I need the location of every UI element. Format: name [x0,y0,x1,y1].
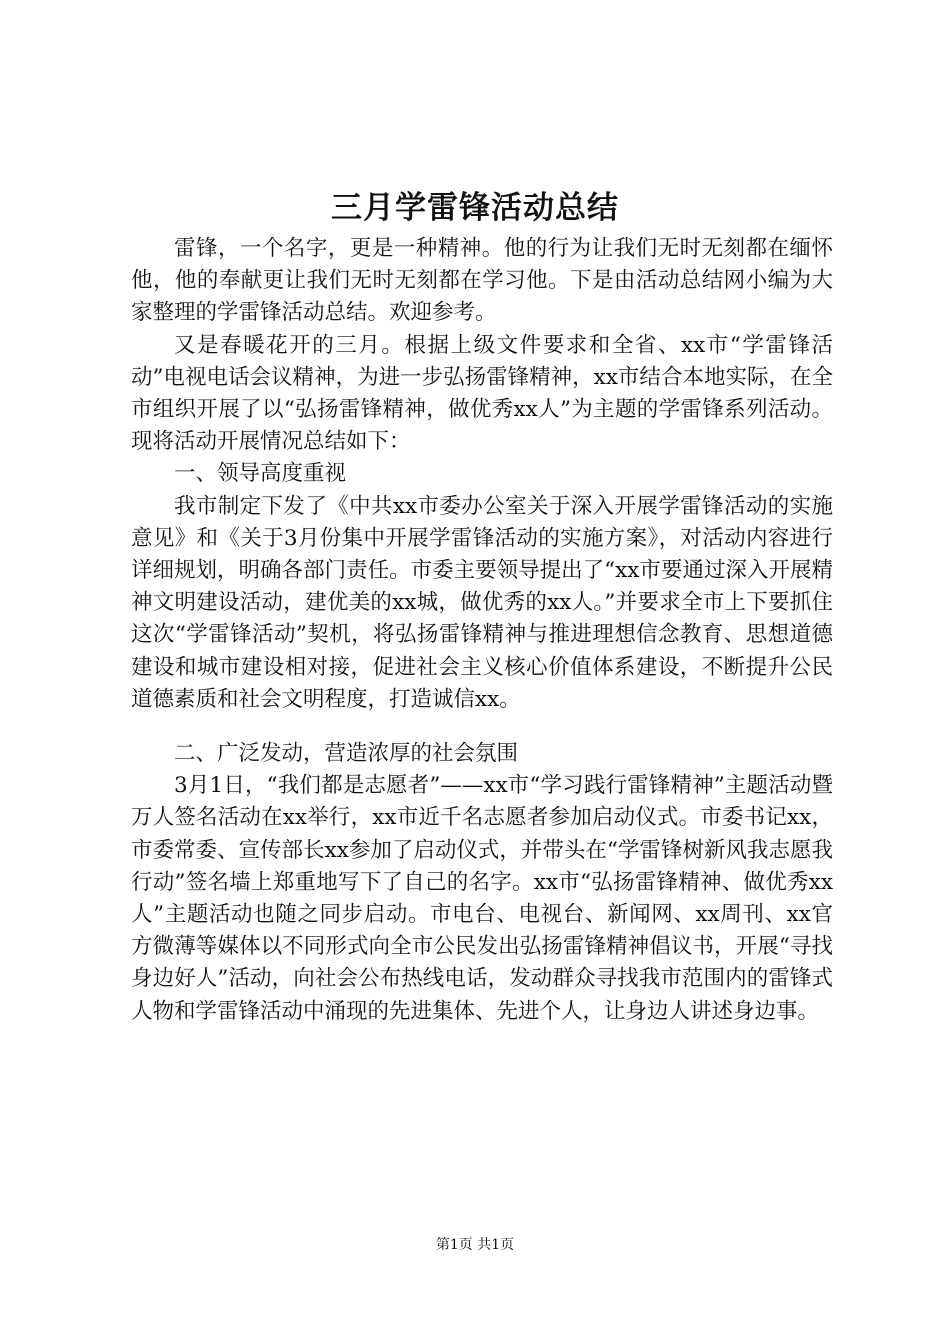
document-title: 三月学雷锋活动总结 [331,190,619,226]
document-body [131,233,833,1028]
section-heading-1: 一、领导高度重视 [174,461,347,487]
overview-paragraph: 又是春暖花开的三月。根据上级文件要求和全省、xx市“学雷锋活动”电视电话会议精神，为进一步弘扬雷锋精神，xx市结合本地实际，在全市组织开展了以“弘扬雷锋精神，做优秀xx人”为主题的学雷锋系列活动。现将活动开展情况总结如下： [131,332,833,455]
section-2-paragraph: 3月1日，“我们都是志愿者”——xx市“学习践行雷锋精神”主题活动暨万人签名活动在xx举行，xx市近千名志愿者参加启动仪式。市委书记xx，市委常委、宣传部长xx参加了启动仪式，并带头在“学雷锋树新风我志愿我行动”签名墙上郑重地写下了自己的名字。xx市“弘扬雷锋精神、做优秀xx人”主题活动也随之同步启动。市电台、电视台、新闻网、xx周刊、xx官方微薄等媒体以不同形式向全市公民发出弘扬雷锋精神倡议书，开展“寻找身边好人”活动，向社会公布热线电话，发动群众寻找我市范围内的雷锋式人物和学雷锋活动中涌现的先进集体、先进个人，让身边人讲述身边事。 [131,773,833,1024]
intro-paragraph: 雷锋，一个名字，更是一种精神。他的行为让我们无时无刻都在缅怀他，他的奉献更让我们无时无刻都在学习他。下是由活动总结网小编为大家整理的学雷锋活动总结。欢迎参考。 [131,236,833,326]
section-1-paragraph: 我市制定下发了《中共xx市委办公室关于深入开展学雷锋活动的实施意见》和《关于3月份集中开展学雷锋活动的实施方案》，对活动内容进行详细规划，明确各部门责任。市委主要领导提出了“xx市要通过深入开展精神文明建设活动，建优美的xx城，做优秀的xx人。”并要求全市上下要抓住这次“学雷锋活动”契机，将弘扬雷锋精神与推进理想信念教育、思想道德建设和城市建设相对接，促进社会主义核心价值体系建设，不断提升公民道德素质和社会文明程度，打造诚信xx。 [131,493,833,712]
section-heading-2: 二、广泛发动，营造浓厚的社会氛围 [174,741,519,767]
page-footer: 第1页 共1页 [435,1237,515,1253]
